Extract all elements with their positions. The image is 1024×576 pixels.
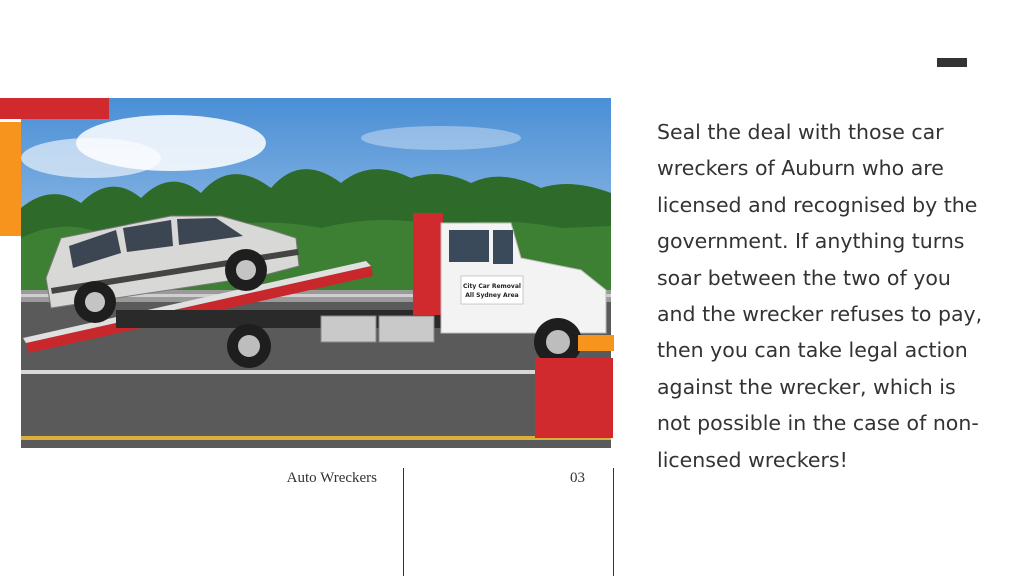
truck-door-text-1: City Car Removal	[463, 283, 521, 290]
footer-title: Auto Wreckers	[286, 470, 377, 486]
accent-orange-block	[578, 335, 614, 351]
menu-dash-icon[interactable]	[937, 58, 967, 67]
divider-line	[613, 468, 614, 576]
page-number: 03	[570, 470, 585, 486]
tow-truck-photo	[21, 98, 611, 448]
accent-red-block	[535, 358, 613, 438]
accent-orange-bar	[0, 122, 21, 236]
accent-red-bar	[0, 98, 109, 119]
body-paragraph: Seal the deal with those car wreckers of Auburn who are licensed and recognised by the government. If anything turns soar between the two of you and the wrecker refuses to pay, then you can take legal action against the wrecker, which is not possible in the case of non-licensed wreckers!	[657, 120, 983, 472]
divider-line	[403, 468, 404, 576]
truck-door-text-2: All Sydney Area	[465, 292, 519, 299]
